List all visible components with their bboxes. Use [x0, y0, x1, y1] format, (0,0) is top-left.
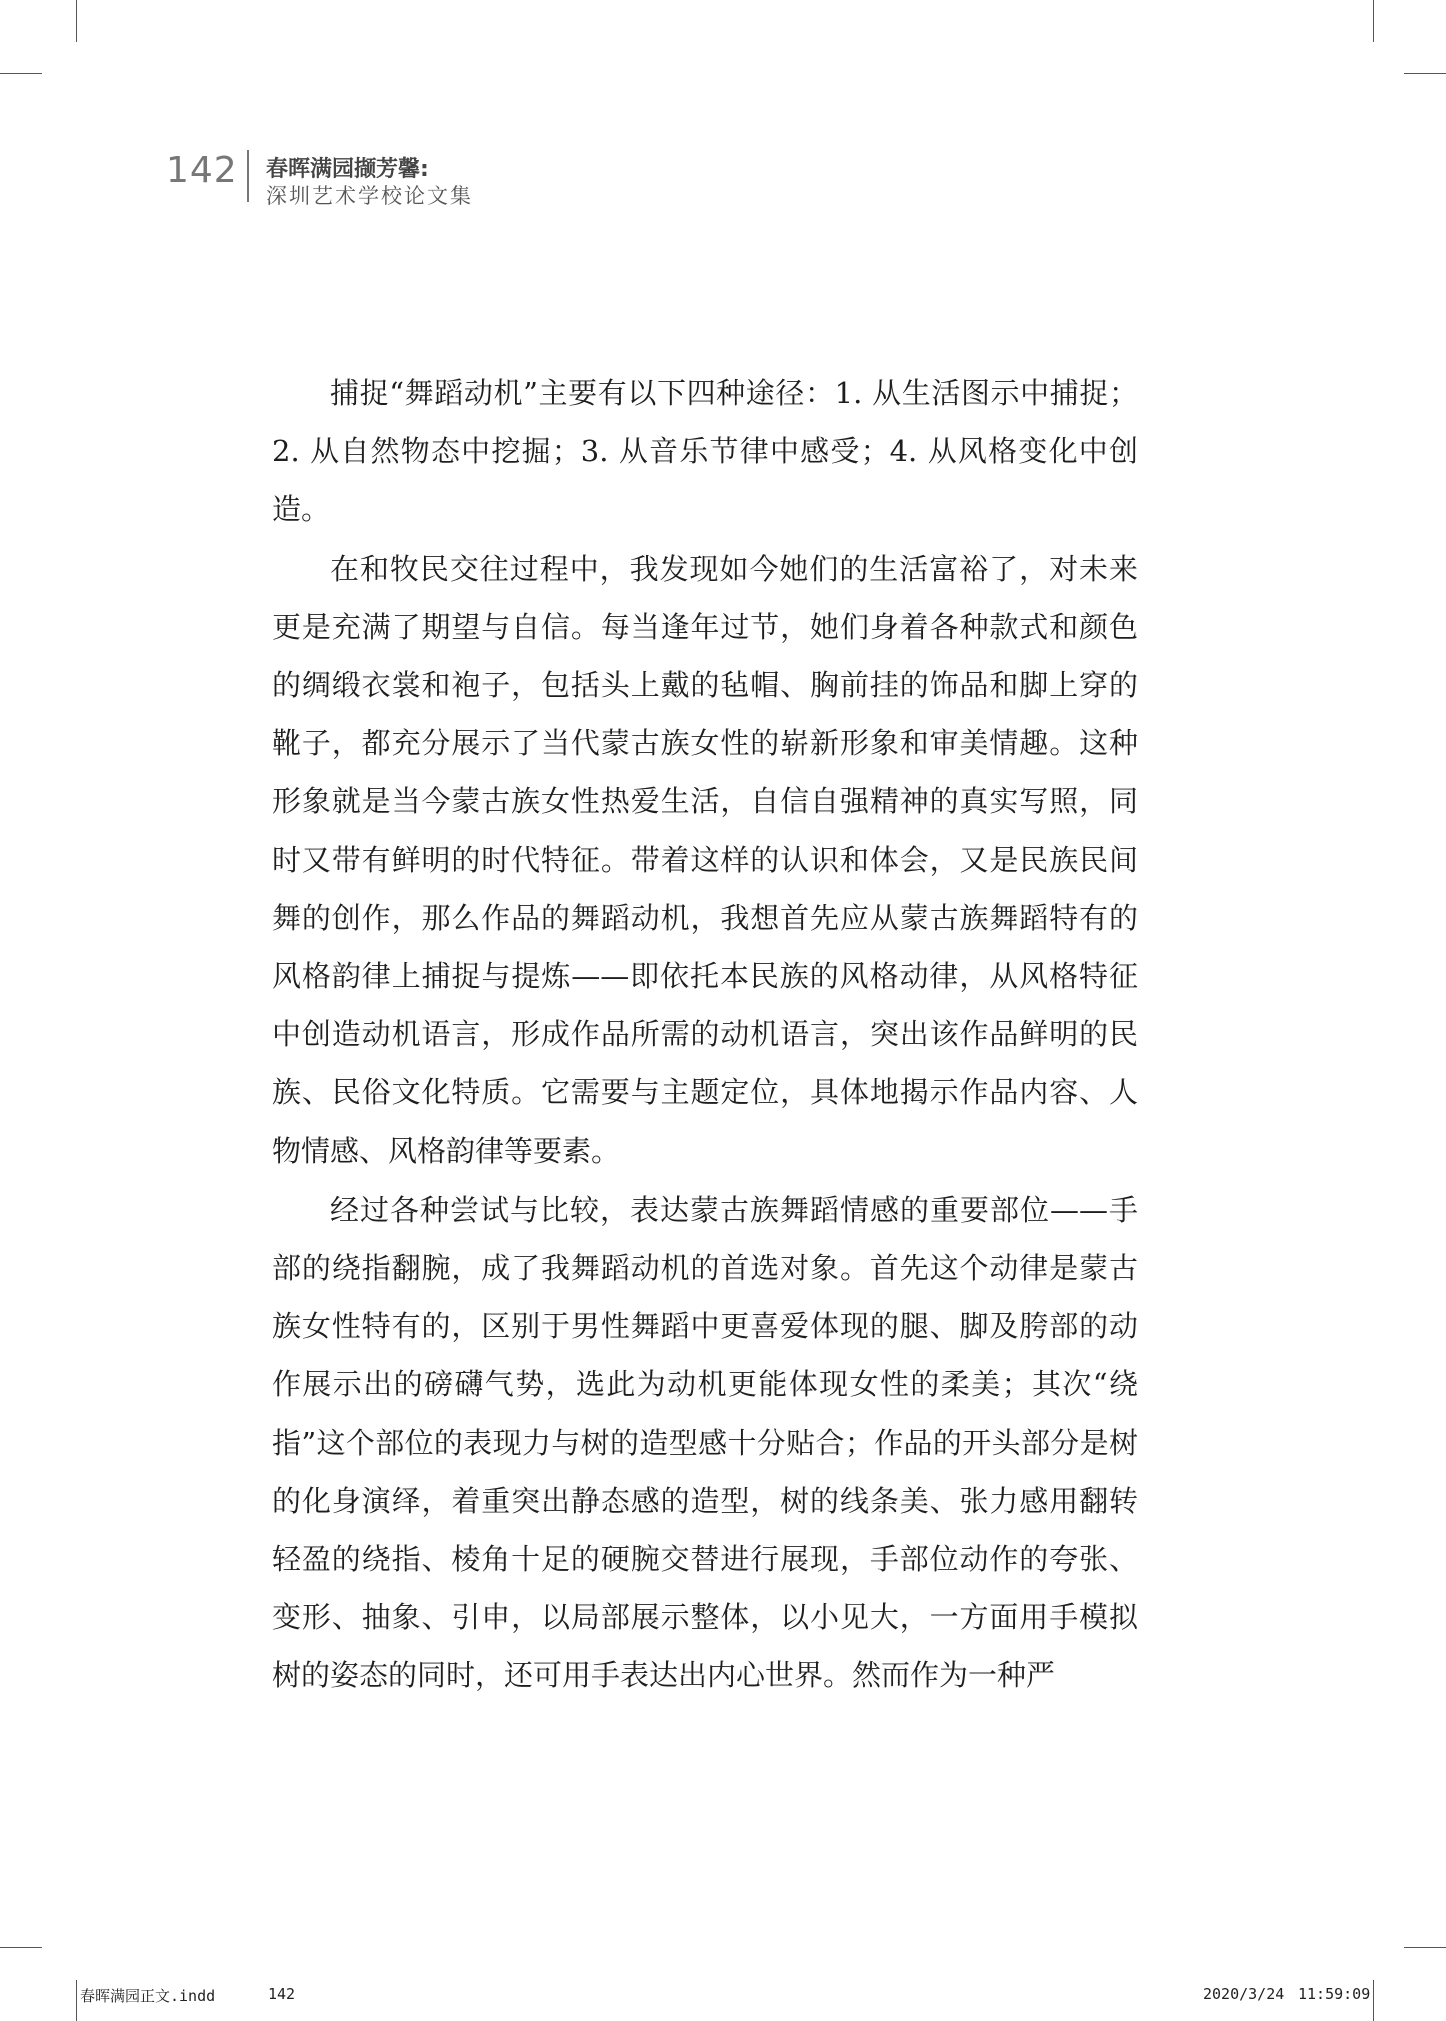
- slug-date: 2020/3/24: [1203, 1985, 1285, 2003]
- header-divider: [247, 150, 249, 202]
- page-number: 142: [166, 150, 238, 191]
- slug-time: 11:59:09: [1298, 1985, 1371, 2003]
- body-text: [272, 364, 1138, 1706]
- print-slug: [0, 1985, 1446, 2015]
- slug-page: 142: [268, 1985, 296, 2003]
- paragraph-3: 经过各种尝试与比较，表达蒙古族舞蹈情感的重要部位——手部的绕指翻腕，成了我舞蹈动机的首选对象。首先这个动律是蒙古族女性特有的，区别于男性舞蹈中更喜爱体现的腿、脚及胯部的动作展示出的磅礴气势，选此为动机更能体现女性的柔美；其次“绕指”这个部位的表现力与树的造型感十分贴合；作品的开头部分是树的化身演绎，着重突出静态感的造型，树的线条美、张力感用翻转轻盈的绕指、棱角十足的硬腕交替进行展现，手部位动作的夸张、变形、抽象、引申，以局部展示整体，以小见大，一方面用手模拟树的姿态的同时，还可用手表达出内心世界。然而作为一种严: [272, 1192, 1138, 1693]
- crop-mark-bottom-right-horizontal: [1404, 1947, 1446, 1948]
- book-subtitle: 深圳艺术学校论文集: [266, 184, 473, 208]
- book-title: 春晖满园撷芳馨:: [266, 157, 429, 182]
- running-header: [0, 0, 1446, 230]
- paragraph-2: 在和牧民交往过程中，我发现如今她们的生活富裕了，对未来更是充满了期望与自信。每当逢年过节，她们身着各种款式和颜色的绸缎衣裳和袍子，包括头上戴的毡帽、胸前挂的饰品和脚上穿的靴子，都充分展示了当代蒙古族女性的崭新形象和审美情趣。这种形象就是当今蒙古族女性热爱生活，自信自强精神的真实写照，同时又带有鲜明的时代特征。带着这样的认识和体会，又是民族民间舞的创作，那么作品的舞蹈动机，我想首先应从蒙古族舞蹈特有的风格韵律上捕捉与提炼——即依托本民族的风格动律，从风格特征中创造动机语言，形成作品所需的动机语言，突出该作品鲜明的民族、民俗文化特质。它需要与主题定位，具体地揭示作品内容、人物情感、风格韵律等要素。: [272, 551, 1138, 1168]
- crop-mark-bottom-left-horizontal: [0, 1947, 42, 1948]
- paragraph-1: 捕捉“舞蹈动机”主要有以下四种途径：1. 从生活图示中捕捉；2. 从自然物态中挖掘；3. 从音乐节律中感受；4. 从风格变化中创造。: [272, 376, 1138, 527]
- slug-file-name: 春晖满园正文.indd: [80, 1987, 216, 2005]
